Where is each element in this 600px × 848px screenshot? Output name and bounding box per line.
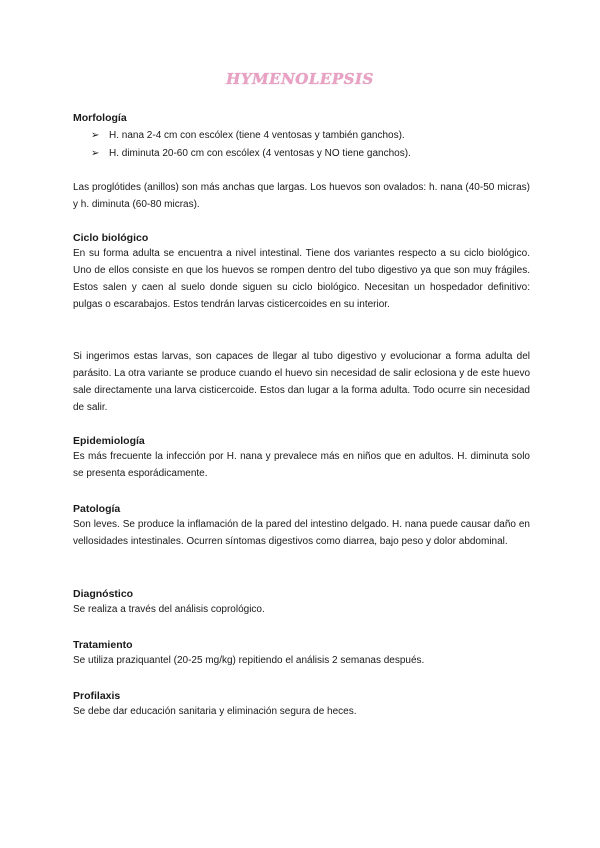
section-heading: Tratamiento (73, 639, 133, 651)
section-heading: Profilaxis (73, 690, 121, 702)
arrow-bullet-icon: ➢ (91, 130, 100, 141)
section-epidemiologia (73, 434, 530, 482)
arrow-bullet-icon: ➢ (91, 148, 100, 159)
paragraph: Se utiliza praziquantel (20-25 mg/kg) repitiendo el análisis 2 semanas después. (73, 655, 425, 666)
section-ciclo-biologico-2 (73, 348, 530, 416)
section-diagnostico (73, 587, 530, 618)
bullet-list (73, 127, 530, 163)
section-ciclo-biologico (73, 231, 530, 313)
document-title: HYMENOLEPSIS (226, 70, 374, 88)
section-heading: Epidemiología (73, 435, 145, 447)
paragraph: Es más frecuente la infección por H. nana y prevalece más en niños que en adultos. H. diminuta solo se presenta esporádicamente. (73, 451, 530, 479)
list-item (73, 127, 530, 145)
section-heading: Morfología (73, 112, 127, 124)
list-item-text: H. nana 2-4 cm con escólex (tiene 4 ventosas y también ganchos). (109, 130, 405, 141)
paragraph: Si ingerimos estas larvas, son capaces de llegar al tubo digestivo y evolucionar a forma adulta del parásito. La otra variante se produce cuando el huevo sin necesidad de salir eclosiona y de este huevo sale directamente una larva cisticercoide. Estos dan lugar a la forma adulta. Todo ocurre sin necesidad de salir. (73, 351, 530, 413)
paragraph: Las proglótides (anillos) son más anchas que largas. Los huevos son ovalados: h. nana (40-50 micras) y h. diminuta (60-80 micras). (73, 182, 530, 210)
section-patologia (73, 502, 530, 550)
section-heading: Diagnóstico (73, 588, 134, 600)
paragraph: En su forma adulta se encuentra a nivel intestinal. Tiene dos variantes respecto a su ciclo biológico. Uno de ellos consiste en que los huevos se rompen dentro del tubo digestivo ya que son muy frágiles. Estos salen y caen al suelo donde siguen su ciclo biológico. Necesitan un hospedador definitivo: pulgas o escarabajos. Estos tendrán larvas cisticercoides en su interior. (73, 248, 530, 310)
list-item-text: H. diminuta 20-60 cm con escólex (4 ventosas y NO tiene ganchos). (109, 148, 411, 159)
paragraph: Se realiza a través del análisis coprológico. (73, 604, 265, 615)
section-heading: Patología (73, 503, 121, 515)
section-profilaxis (73, 689, 530, 720)
section-morfologia (73, 111, 530, 163)
paragraph: Se debe dar educación sanitaria y eliminación segura de heces. (73, 706, 357, 717)
section-morfologia-text (73, 179, 530, 213)
list-item (73, 145, 530, 163)
section-tratamiento (73, 638, 530, 669)
paragraph: Son leves. Se produce la inflamación de la pared del intestino delgado. H. nana puede causar daño en vellosidades intestinales. Ocurren síntomas digestivos como diarrea, bajo peso y dolor abdominal. (73, 519, 530, 547)
section-heading: Ciclo biológico (73, 232, 149, 244)
